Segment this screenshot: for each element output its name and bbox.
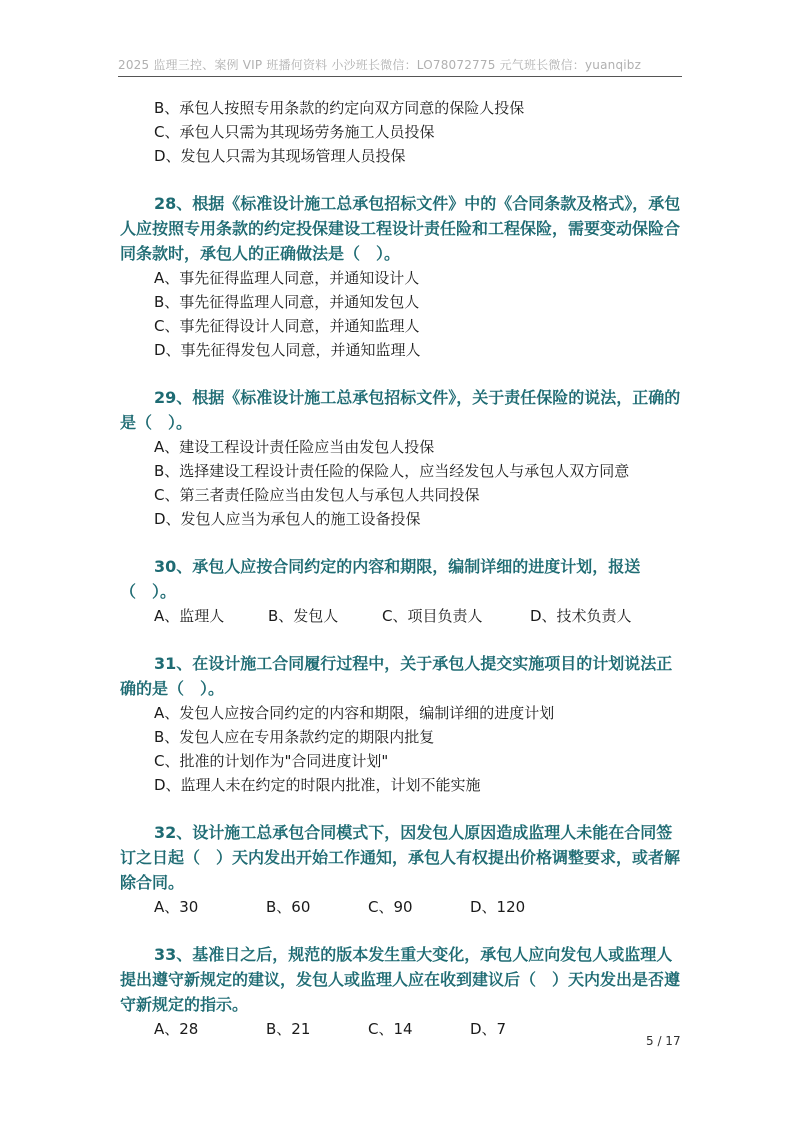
question-33: 33、基准日之后，规范的版本发生重大变化，承包人应向发包人或监理人提出遵守新规定的建议，发包人或监理人应在收到建议后（ ）天内发出是否遵守新规定的指示。	[120, 945, 681, 1014]
option-d: D、事先征得发包人同意，并通知监理人	[154, 341, 421, 359]
option-b: B、60	[266, 898, 311, 916]
option-b: B、承包人按照专用条款的约定向双方同意的保险人投保	[154, 99, 525, 117]
options-row	[120, 604, 682, 628]
option-b: B、选择建设工程设计责任险的保险人，应当经发包人与承包人双方同意	[154, 462, 630, 480]
option-a: A、建设工程设计责任险应当由发包人投保	[154, 438, 435, 456]
page-number: 5 / 17	[646, 1034, 681, 1048]
option-d: D、7	[470, 1020, 507, 1038]
option-d: D、发包人应当为承包人的施工设备投保	[154, 510, 421, 528]
option-a: A、28	[154, 1020, 199, 1038]
options-row	[120, 1017, 682, 1041]
page-header: 2025 监理三控、案例 VIP 班播何资料 小沙班长微信：LO78072775 元气班长微信：yuanqibz	[118, 58, 642, 72]
option-b: B、发包人	[268, 607, 339, 625]
question-30: 30、承包人应按合同约定的内容和期限，编制详细的进度计划，报送（ ）。	[120, 557, 641, 601]
option-a: A、发包人应按合同约定的内容和期限，编制详细的进度计划	[154, 704, 555, 722]
document-body	[120, 96, 682, 1041]
question-29: 29、根据《标准设计施工总承包招标文件》，关于责任保险的说法，正确的是（ ）。	[120, 388, 681, 432]
option-c: C、90	[368, 898, 413, 916]
option-b: B、21	[266, 1020, 311, 1038]
option-a: A、事先征得监理人同意，并通知设计人	[154, 269, 420, 287]
option-c: C、批准的计划作为"合同进度计划"	[154, 752, 389, 770]
option-d: D、监理人未在约定的时限内批准，计划不能实施	[154, 776, 481, 794]
option-b: B、事先征得监理人同意，并通知发包人	[154, 293, 420, 311]
option-d: D、120	[470, 898, 526, 916]
option-c: C、项目负责人	[382, 607, 483, 625]
option-a: A、30	[154, 898, 199, 916]
option-d: D、技术负责人	[530, 607, 632, 625]
question-32: 32、设计施工总承包合同模式下，因发包人原因造成监理人未能在合同签订之日起（ ）天内发出开始工作通知，承包人有权提出价格调整要求，或者解除合同。	[120, 823, 681, 892]
question-28: 28、根据《标准设计施工总承包招标文件》中的《合同条款及格式》，承包人应按照专用条款的约定投保建设工程设计责任险和工程保险，需要变动保险合同条款时，承包人的正确做法是（ ）。	[120, 194, 681, 263]
option-d: D、发包人只需为其现场管理人员投保	[154, 147, 406, 165]
option-c: C、14	[368, 1020, 413, 1038]
options-row	[120, 895, 682, 919]
option-c: C、事先征得设计人同意，并通知监理人	[154, 317, 420, 335]
question-31: 31、在设计施工合同履行过程中，关于承包人提交实施项目的计划说法正确的是（ ）。	[120, 654, 673, 698]
header-divider	[118, 76, 682, 77]
option-b: B、发包人应在专用条款约定的期限内批复	[154, 728, 435, 746]
option-a: A、监理人	[154, 607, 225, 625]
option-c: C、承包人只需为其现场劳务施工人员投保	[154, 123, 435, 141]
option-c: C、第三者责任险应当由发包人与承包人共同投保	[154, 486, 480, 504]
